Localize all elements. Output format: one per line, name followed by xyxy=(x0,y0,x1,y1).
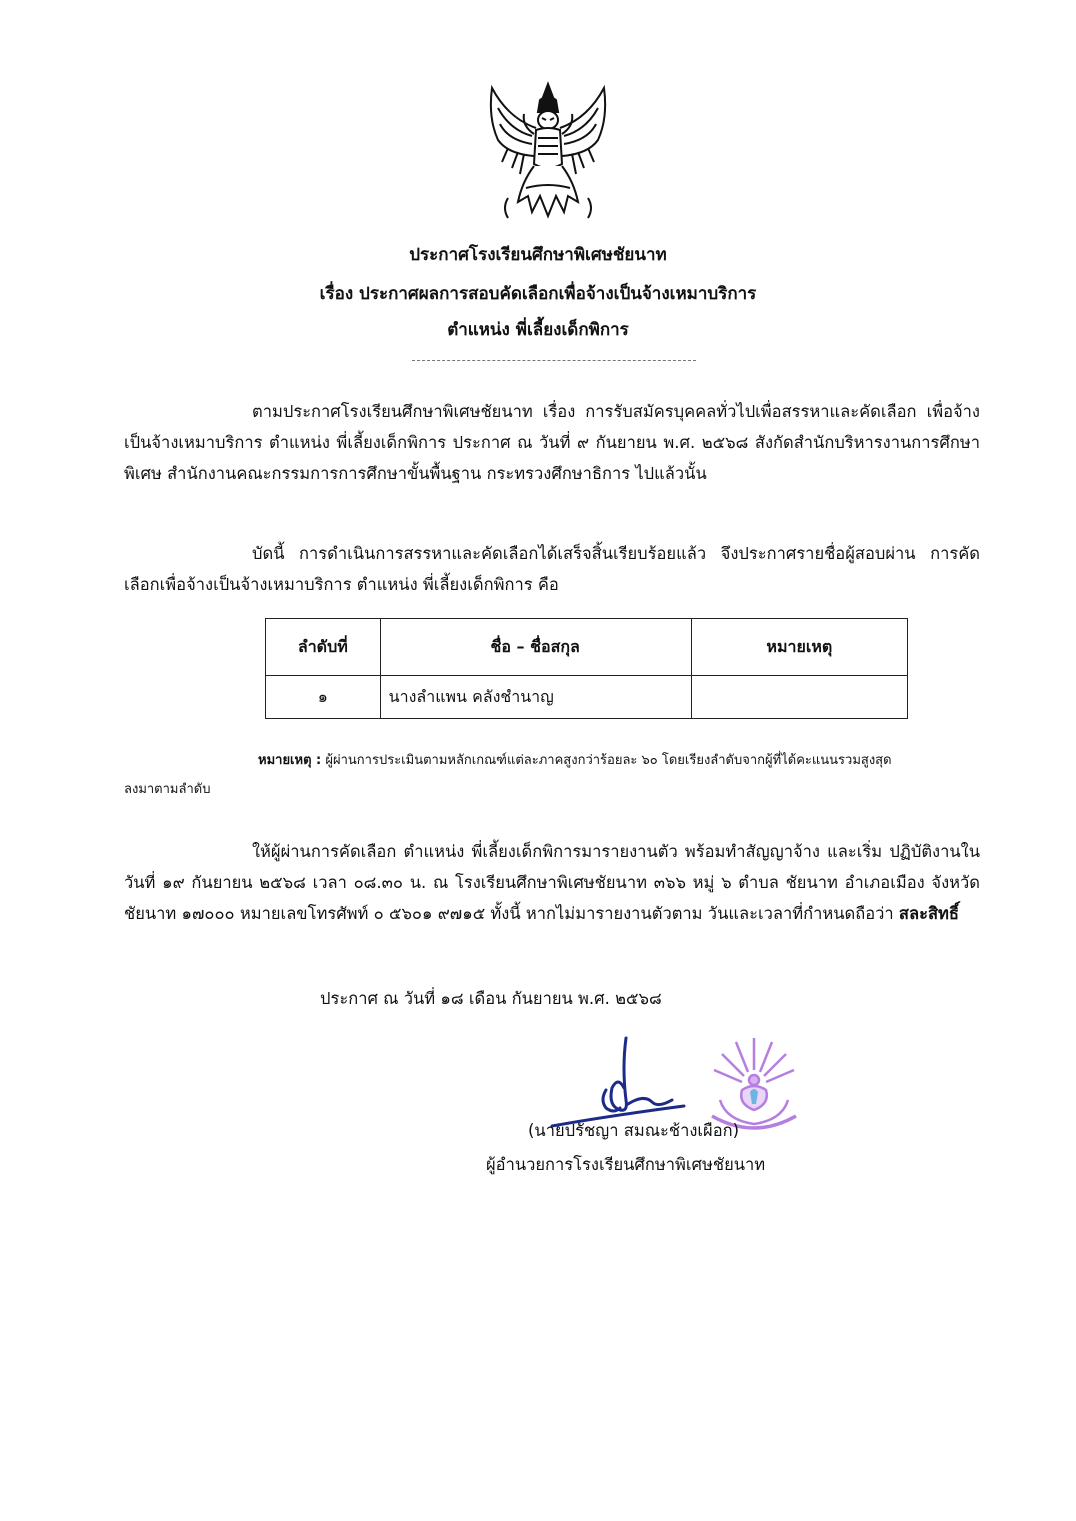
paragraph-background xyxy=(124,396,980,489)
announce-date: ประกาศ ณ วันที่ ๑๘ เดือน กันยายน พ.ศ. ๒๕๖๘ xyxy=(320,989,662,1008)
row-name: นางลำแพน คลังชำนาญ xyxy=(380,676,691,719)
note-label: หมายเหตุ : xyxy=(258,753,322,768)
dashed-divider xyxy=(412,360,696,361)
signer-title: ผู้อำนวยการโรงเรียนศึกษาพิเศษชัยนาท xyxy=(486,1155,766,1174)
header-remark: หมายเหตุ xyxy=(691,619,907,676)
paragraph-report xyxy=(124,836,980,929)
header-name: ชื่อ – ชื่อสกุล xyxy=(380,619,691,676)
table-header-row xyxy=(266,619,908,676)
header-number: ลำดับที่ xyxy=(266,619,381,676)
paragraph-report-text: ให้ผู้ผ่านการคัดเลือก ตำแหน่ง พี่เลี้ยงเด็กพิการมารายงานตัว พร้อมทำสัญญาจ้าง และเริ่ม ปฏิบัติงานในวันที่ ๑๙ กันยายน ๒๕๖๘ เวลา ๐๘.๓๐ น. ณ โรงเรียนศึกษาพิเศษชัยนาท ๓๖๖ หมู่ ๖ ตำบล ชัยนาท อำเภอเมือง จังหวัดชัยนาท ๑๗๐๐๐ หมายเลขโทรศัพท์ ๐ ๕๖๐๑ ๙๗๑๕ ทั้งนี้ หากไม่มารายงานตัวตาม วันและเวลาที่กำหนดถือว่า xyxy=(124,842,980,923)
note-line-2: ลงมาตามลำดับ xyxy=(124,782,211,797)
row-number: ๑ xyxy=(266,676,381,719)
paragraph-result xyxy=(124,538,980,600)
forfeit-emphasis: สละสิทธิ์ xyxy=(898,904,959,923)
paragraph-background-text: ตามประกาศโรงเรียนศึกษาพิเศษชัยนาท เรื่อง การรับสมัครบุคคลทั่วไปเพื่อสรรหาและคัดเลือก เพื่อจ้างเป็นจ้างเหมาบริการ ตำแหน่ง พี่เลี้ยงเด็กพิการ ประกาศ ณ วันที่ ๙ กันยายน พ.ศ. ๒๕๖๘ สังกัดสำนักบริหารงานการศึกษาพิเศษ สำนักงานคณะกรรมการการศึกษาขั้นพื้นฐาน กระทรวงศึกษาธิการ ไปแล้วนั้น xyxy=(124,402,980,483)
row-remark xyxy=(691,676,907,719)
announcement-subject: เรื่อง ประกาศผลการสอบคัดเลือกเพื่อจ้างเป็นจ้างเหมาบริการ xyxy=(319,284,757,304)
paragraph-result-text: บัดนี้ การดำเนินการสรรหาและคัดเลือกได้เสร็จสิ้นเรียบร้อยแล้ว จึงประกาศรายชื่อผู้สอบผ่าน การคัดเลือกเพื่อจ้างเป็นจ้างเหมาบริการ ตำแหน่ง พี่เลี้ยงเด็กพิการ คือ xyxy=(124,544,980,594)
announcement-heading: ประกาศโรงเรียนศึกษาพิเศษชัยนาท xyxy=(409,245,667,265)
note-text: ผู้ผ่านการประเมินตามหลักเกณฑ์แต่ละภาคสูงกว่าร้อยละ ๖๐ โดยเรียงลำดับจากผู้ที่ได้คะแนนรวมสูงสุด xyxy=(325,753,892,768)
note-line-1 xyxy=(124,746,980,775)
handwritten-signature-icon xyxy=(548,1028,688,1132)
announcement-position: ตำแหน่ง พี่เลี้ยงเด็กพิการ xyxy=(447,320,629,340)
results-table xyxy=(265,618,908,719)
table-row xyxy=(266,676,908,719)
garuda-emblem-icon xyxy=(478,78,618,226)
signer-name: (นายปรัชญา สมณะช้างเผือก) xyxy=(528,1121,740,1140)
